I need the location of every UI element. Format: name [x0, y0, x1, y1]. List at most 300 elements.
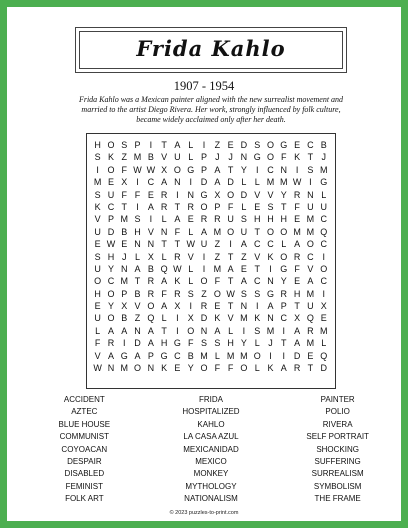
grid-letter: I: [269, 350, 272, 361]
grid-letter: A: [227, 263, 234, 274]
grid-letter: F: [174, 226, 181, 237]
grid-letter: J: [121, 251, 127, 262]
grid-letter: M: [213, 263, 222, 274]
grid-letter: R: [200, 301, 208, 312]
grid-letter: M: [200, 350, 208, 361]
grid-letter: T: [281, 201, 287, 212]
grid-letter: K: [294, 152, 301, 163]
grid-letter: S: [134, 214, 141, 225]
grid-letter: C: [174, 350, 181, 361]
life-dates: 1907 - 1954: [173, 79, 235, 93]
grid-letter: O: [107, 140, 115, 150]
word-list-item: FRIDA: [198, 395, 223, 404]
grid-letter: A: [294, 338, 301, 349]
grid-letter: E: [94, 239, 101, 250]
grid-letter: W: [133, 164, 142, 175]
grid-letter: U: [240, 226, 248, 237]
grid-letter: H: [280, 214, 288, 225]
word-list-item: SELF PORTRAIT: [306, 432, 369, 442]
grid-letter: F: [121, 164, 127, 175]
grid-letter: I: [282, 325, 286, 336]
grid-letter: L: [188, 263, 194, 274]
grid-letter: M: [280, 177, 288, 188]
grid-letter: O: [187, 325, 195, 336]
grid-letter: T: [227, 301, 234, 312]
grid-letter: O: [200, 363, 208, 374]
grid-letter: Y: [187, 363, 194, 374]
grid-letter: Z: [214, 251, 221, 262]
grid-letter: M: [240, 350, 248, 361]
grid-letter: G: [173, 338, 181, 349]
word-list-item: POLIO: [325, 407, 350, 417]
grid-letter: F: [94, 338, 101, 349]
word-list-item: NATIONALISM: [184, 494, 238, 504]
grid-letter: N: [107, 363, 115, 374]
grid-letter: L: [188, 140, 194, 150]
grid-letter: O: [267, 152, 275, 163]
grid-letter: H: [94, 288, 101, 299]
grid-letter: V: [267, 189, 274, 200]
grid-letter: R: [200, 214, 208, 225]
grid-letter: L: [214, 350, 220, 361]
grid-letter: S: [214, 338, 221, 349]
grid-letter: Y: [240, 164, 247, 175]
grid-letter: I: [255, 301, 259, 312]
grid-letter: E: [147, 189, 154, 200]
grid-letter: A: [294, 239, 301, 250]
grid-letter: E: [187, 214, 194, 225]
grid-letter: R: [280, 288, 288, 299]
grid-letter: F: [227, 363, 234, 374]
grid-letter: D: [200, 177, 208, 188]
grid-letter: D: [320, 363, 327, 374]
grid-letter: W: [292, 177, 302, 188]
grid-letter: W: [173, 263, 182, 274]
grid-letter: V: [254, 189, 261, 200]
grid-letter: P: [107, 214, 114, 225]
grid-letter: B: [320, 140, 327, 150]
grid-letter: W: [106, 239, 116, 250]
grid-letter: T: [121, 201, 127, 212]
grid-letter: B: [121, 226, 128, 237]
grid-letter: G: [253, 152, 261, 163]
page-title: Frida Kahlo: [136, 36, 286, 61]
grid-letter: E: [240, 263, 247, 274]
grid-letter: E: [107, 177, 114, 188]
grid-letter: Q: [320, 226, 328, 237]
grid-letter: O: [267, 226, 275, 237]
grid-letter: V: [254, 251, 261, 262]
grid-letter: D: [107, 226, 115, 237]
grid-letter: R: [293, 363, 301, 374]
word-list-item: SURREALISM: [311, 469, 364, 479]
grid-letter: L: [161, 251, 167, 262]
word-list-item: THE FRAME: [314, 494, 361, 504]
grid-letter: L: [188, 152, 194, 163]
grid-letter: F: [121, 189, 127, 200]
grid-letter: A: [147, 338, 154, 349]
grid-letter: O: [134, 363, 142, 374]
grid-letter: C: [307, 251, 314, 262]
grid-letter: D: [240, 140, 248, 150]
grid-letter: L: [188, 226, 194, 237]
grid-letter: Q: [320, 350, 328, 361]
grid-letter: F: [214, 363, 221, 374]
grid-letter: H: [107, 251, 115, 262]
grid-letter: A: [214, 164, 221, 175]
grid-letter: Y: [107, 301, 114, 312]
grid-letter: V: [94, 350, 101, 361]
grid-letter: U: [307, 201, 314, 212]
grid-letter: V: [307, 263, 314, 274]
grid-letter: G: [187, 164, 195, 175]
grid-letter: G: [160, 350, 168, 361]
grid-letter: K: [161, 363, 168, 374]
grid-letter: D: [240, 189, 248, 200]
grid-letter: H: [134, 226, 141, 237]
word-list-item: MONKEY: [193, 469, 229, 479]
grid-letter: F: [294, 201, 300, 212]
grid-letter: J: [228, 152, 233, 163]
grid-letter: R: [147, 276, 155, 287]
grid-letter: O: [147, 301, 155, 312]
grid-letter: F: [134, 189, 141, 200]
grid-letter: L: [241, 201, 247, 212]
word-list-item: COMMUNIST: [59, 432, 109, 442]
grid-letter: A: [161, 177, 168, 188]
grid-letter: M: [120, 363, 128, 374]
grid-letter: I: [202, 263, 206, 274]
grid-letter: R: [160, 189, 168, 200]
grid-letter: X: [320, 301, 327, 312]
grid-letter: U: [94, 263, 101, 274]
grid-letter: M: [120, 214, 128, 225]
word-list-item: HOSPITALIZED: [182, 407, 240, 417]
grid-letter: J: [215, 152, 220, 163]
word-list: [21, 394, 401, 506]
grid-letter: W: [226, 288, 235, 299]
grid-letter: U: [94, 313, 101, 324]
grid-letter: O: [107, 288, 115, 299]
grid-letter: P: [280, 301, 287, 312]
grid-letter: K: [267, 363, 274, 374]
grid-letter: K: [94, 201, 101, 212]
grid-letter: C: [267, 239, 274, 250]
grid-letter: U: [200, 239, 208, 250]
grid-letter: P: [121, 288, 128, 299]
grid-letter: I: [189, 301, 192, 312]
grid-letter: V: [94, 214, 101, 225]
grid-letter: O: [173, 164, 181, 175]
footer-credit: © 2023 puzzles-to-print.com: [169, 510, 239, 516]
grid-letter: S: [254, 288, 261, 299]
grid-letter: G: [267, 288, 275, 299]
grid-letter: C: [107, 276, 115, 287]
word-list-item: AZTEC: [71, 407, 98, 417]
grid-letter: M: [293, 226, 301, 237]
grid-letter: R: [214, 214, 221, 225]
grid-letter: E: [254, 201, 261, 212]
grid-letter: V: [187, 251, 194, 262]
grid-letter: G: [320, 177, 328, 188]
grid-letter: F: [187, 338, 194, 349]
grid-letter: M: [266, 177, 275, 188]
grid-letter: N: [267, 313, 274, 324]
grid-letter: L: [228, 325, 234, 336]
grid-letter: N: [147, 239, 155, 250]
grid-letter: N: [147, 363, 155, 374]
grid-letter: L: [321, 338, 327, 349]
grid-letter: I: [242, 325, 246, 336]
grid-letter: C: [320, 239, 327, 250]
grid-letter: R: [147, 288, 155, 299]
word-list-item: FEMINIST: [65, 481, 103, 491]
grid-letter: L: [254, 177, 260, 188]
grid-letter: X: [187, 313, 194, 324]
grid-letter: O: [267, 140, 275, 150]
grid-letter: E: [294, 276, 301, 287]
word-list-item: MEXICO: [195, 456, 227, 466]
word-search-grid-box: [86, 133, 336, 389]
grid-letter: S: [254, 140, 261, 150]
grid-letter: O: [280, 251, 288, 262]
grid-letter: T: [227, 276, 234, 287]
grid-letter: C: [320, 214, 327, 225]
grid-letter: X: [161, 164, 168, 175]
grid-letter: H: [253, 214, 261, 225]
grid-letter: L: [281, 239, 287, 250]
grid-letter: T: [307, 152, 314, 163]
word-list-item: FOLK ART: [65, 494, 104, 504]
grid-letter: S: [267, 201, 274, 212]
grid-letter: V: [134, 301, 141, 312]
grid-letter: N: [267, 276, 274, 287]
grid-letter: T: [134, 276, 141, 287]
grid-letter: F: [227, 201, 234, 212]
grid-letter: K: [267, 251, 274, 262]
grid-letter: O: [240, 363, 248, 374]
grid-letter: N: [240, 301, 248, 312]
grid-letter: V: [161, 152, 168, 163]
grid-letter: N: [200, 325, 208, 336]
grid-letter: M: [266, 325, 275, 336]
grid-letter: M: [306, 226, 315, 237]
word-list-item: KAHLO: [197, 419, 225, 429]
grid-letter: A: [107, 325, 114, 336]
grid-letter: I: [309, 177, 312, 188]
grid-letter: M: [306, 338, 315, 349]
grid-letter: C: [320, 276, 327, 287]
grid-letter: M: [133, 152, 142, 163]
word-list-item: LA CASA AZUL: [183, 432, 239, 442]
grid-letter: R: [174, 251, 181, 262]
grid-letter: A: [240, 239, 247, 250]
grid-letter: U: [94, 226, 101, 237]
grid-letter: W: [146, 164, 156, 175]
grid-letter: T: [174, 201, 181, 212]
grid-letter: G: [280, 263, 288, 274]
grid-letter: K: [214, 313, 221, 324]
grid-letter: O: [253, 350, 261, 361]
grid-letter: Z: [201, 288, 207, 299]
title-box: [75, 27, 347, 73]
grid-letter: I: [96, 164, 99, 175]
grid-letter: F: [294, 263, 300, 274]
grid-letter: A: [121, 325, 128, 336]
grid-letter: H: [293, 288, 301, 299]
grid-letter: U: [174, 152, 181, 163]
grid-letter: T: [174, 239, 181, 250]
grid-letter: S: [240, 214, 247, 225]
grid-letter: C: [307, 140, 314, 150]
grid-letter: C: [147, 177, 155, 188]
grid-letter: F: [161, 288, 167, 299]
grid-letter: R: [187, 201, 194, 212]
grid-letter: H: [227, 338, 234, 349]
grid-letter: A: [147, 201, 154, 212]
grid-letter: S: [94, 251, 101, 262]
word-list-item: MEXICANIDAD: [183, 444, 239, 454]
grid-letter: T: [161, 239, 167, 250]
grid-letter: Z: [214, 239, 221, 250]
grid-letter: M: [213, 226, 222, 237]
grid-letter: C: [267, 164, 274, 175]
grid-letter: A: [107, 350, 114, 361]
grid-letter: Q: [160, 263, 168, 274]
grid-letter: G: [120, 350, 128, 361]
grid-letter: T: [161, 140, 167, 150]
grid-letter: Y: [280, 276, 287, 287]
grid-letter: M: [319, 325, 328, 336]
grid-letter: E: [227, 140, 234, 150]
grid-letter: S: [94, 189, 101, 200]
grid-letter: L: [188, 276, 194, 287]
grid-letter: C: [107, 201, 115, 212]
grid-letter: N: [280, 164, 288, 175]
grid-letter: G: [200, 189, 208, 200]
grid-letter: I: [255, 164, 259, 175]
word-search-grid: [91, 139, 330, 374]
grid-letter: T: [294, 301, 300, 312]
grid-letter: D: [134, 338, 141, 349]
grid-letter: A: [280, 363, 287, 374]
grid-letter: O: [94, 276, 102, 287]
grid-letter: A: [134, 263, 141, 274]
grid-letter: P: [134, 140, 141, 150]
word-list-item: SHOCKING: [316, 444, 359, 454]
grid-letter: I: [176, 325, 179, 336]
word-list-item: ACCIDENT: [63, 395, 105, 404]
description: Frida Kahlo was a Mexican painter aligned with the new surrealist movement and married to the artist Diego Rivera. Her work, strongly influenced by folk culture, became widely acclaimed only after her death.: [78, 95, 344, 124]
grid-letter: E: [121, 239, 128, 250]
grid-letter: T: [307, 363, 314, 374]
grid-letter: Z: [241, 251, 247, 262]
grid-letter: A: [174, 214, 181, 225]
grid-letter: I: [322, 251, 325, 262]
grid-letter: E: [94, 301, 101, 312]
grid-letter: I: [136, 201, 139, 212]
grid-letter: E: [294, 140, 301, 150]
grid-letter: U: [320, 201, 327, 212]
grid-letter: Z: [214, 140, 221, 150]
grid-letter: L: [321, 189, 327, 200]
grid-letter: C: [253, 276, 261, 287]
grid-letter: E: [320, 313, 327, 324]
grid-letter: A: [161, 301, 168, 312]
grid-letter: Y: [280, 189, 287, 200]
grid-letter: I: [322, 288, 325, 299]
grid-letter: B: [147, 263, 154, 274]
grid-letter: S: [254, 325, 261, 336]
grid-letter: B: [187, 350, 194, 361]
grid-letter: D: [200, 313, 208, 324]
grid-letter: A: [174, 140, 181, 150]
grid-letter: O: [227, 189, 235, 200]
grid-letter: P: [201, 164, 208, 175]
grid-letter: I: [269, 263, 272, 274]
grid-letter: T: [254, 226, 260, 237]
grid-letter: K: [254, 313, 261, 324]
grid-letter: E: [214, 301, 221, 312]
grid-letter: R: [307, 325, 314, 336]
grid-letter: E: [307, 350, 314, 361]
grid-letter: I: [202, 251, 206, 262]
grid-letter: J: [268, 338, 273, 349]
grid-letter: Z: [134, 313, 141, 324]
grid-letter: S: [201, 338, 208, 349]
grid-letter: P: [201, 152, 208, 163]
grid-letter: L: [254, 363, 260, 374]
grid-letter: M: [226, 350, 235, 361]
word-list-item: COYOACAN: [61, 444, 108, 454]
grid-letter: L: [254, 338, 260, 349]
grid-letter: A: [201, 226, 208, 237]
grid-letter: I: [176, 313, 179, 324]
grid-letter: Z: [121, 152, 127, 163]
grid-letter: A: [134, 350, 141, 361]
grid-letter: X: [174, 301, 181, 312]
grid-letter: L: [241, 177, 247, 188]
grid-letter: A: [214, 325, 221, 336]
grid-letter: R: [293, 189, 301, 200]
word-list-item: SUFFERING: [314, 456, 361, 466]
grid-letter: R: [293, 251, 301, 262]
word-list-item: PAINTER: [320, 395, 355, 404]
grid-letter: I: [282, 350, 286, 361]
grid-letter: S: [307, 164, 314, 175]
grid-letter: A: [147, 325, 154, 336]
grid-letter: M: [319, 164, 328, 175]
grid-letter: O: [107, 313, 115, 324]
grid-letter: I: [202, 140, 206, 150]
grid-letter: W: [186, 239, 195, 250]
grid-letter: A: [240, 276, 247, 287]
grid-letter: C: [280, 313, 288, 324]
grid-letter: I: [176, 189, 179, 200]
grid-letter: P: [214, 201, 221, 212]
grid-letter: N: [240, 152, 248, 163]
grid-letter: T: [254, 263, 260, 274]
grid-letter: A: [267, 301, 274, 312]
grid-letter: O: [320, 263, 328, 274]
grid-letter: L: [95, 325, 101, 336]
grid-letter: R: [174, 288, 181, 299]
grid-letter: O: [306, 239, 314, 250]
grid-letter: O: [200, 276, 208, 287]
grid-letter: N: [160, 226, 168, 237]
grid-letter: I: [229, 239, 232, 250]
grid-letter: A: [214, 177, 221, 188]
